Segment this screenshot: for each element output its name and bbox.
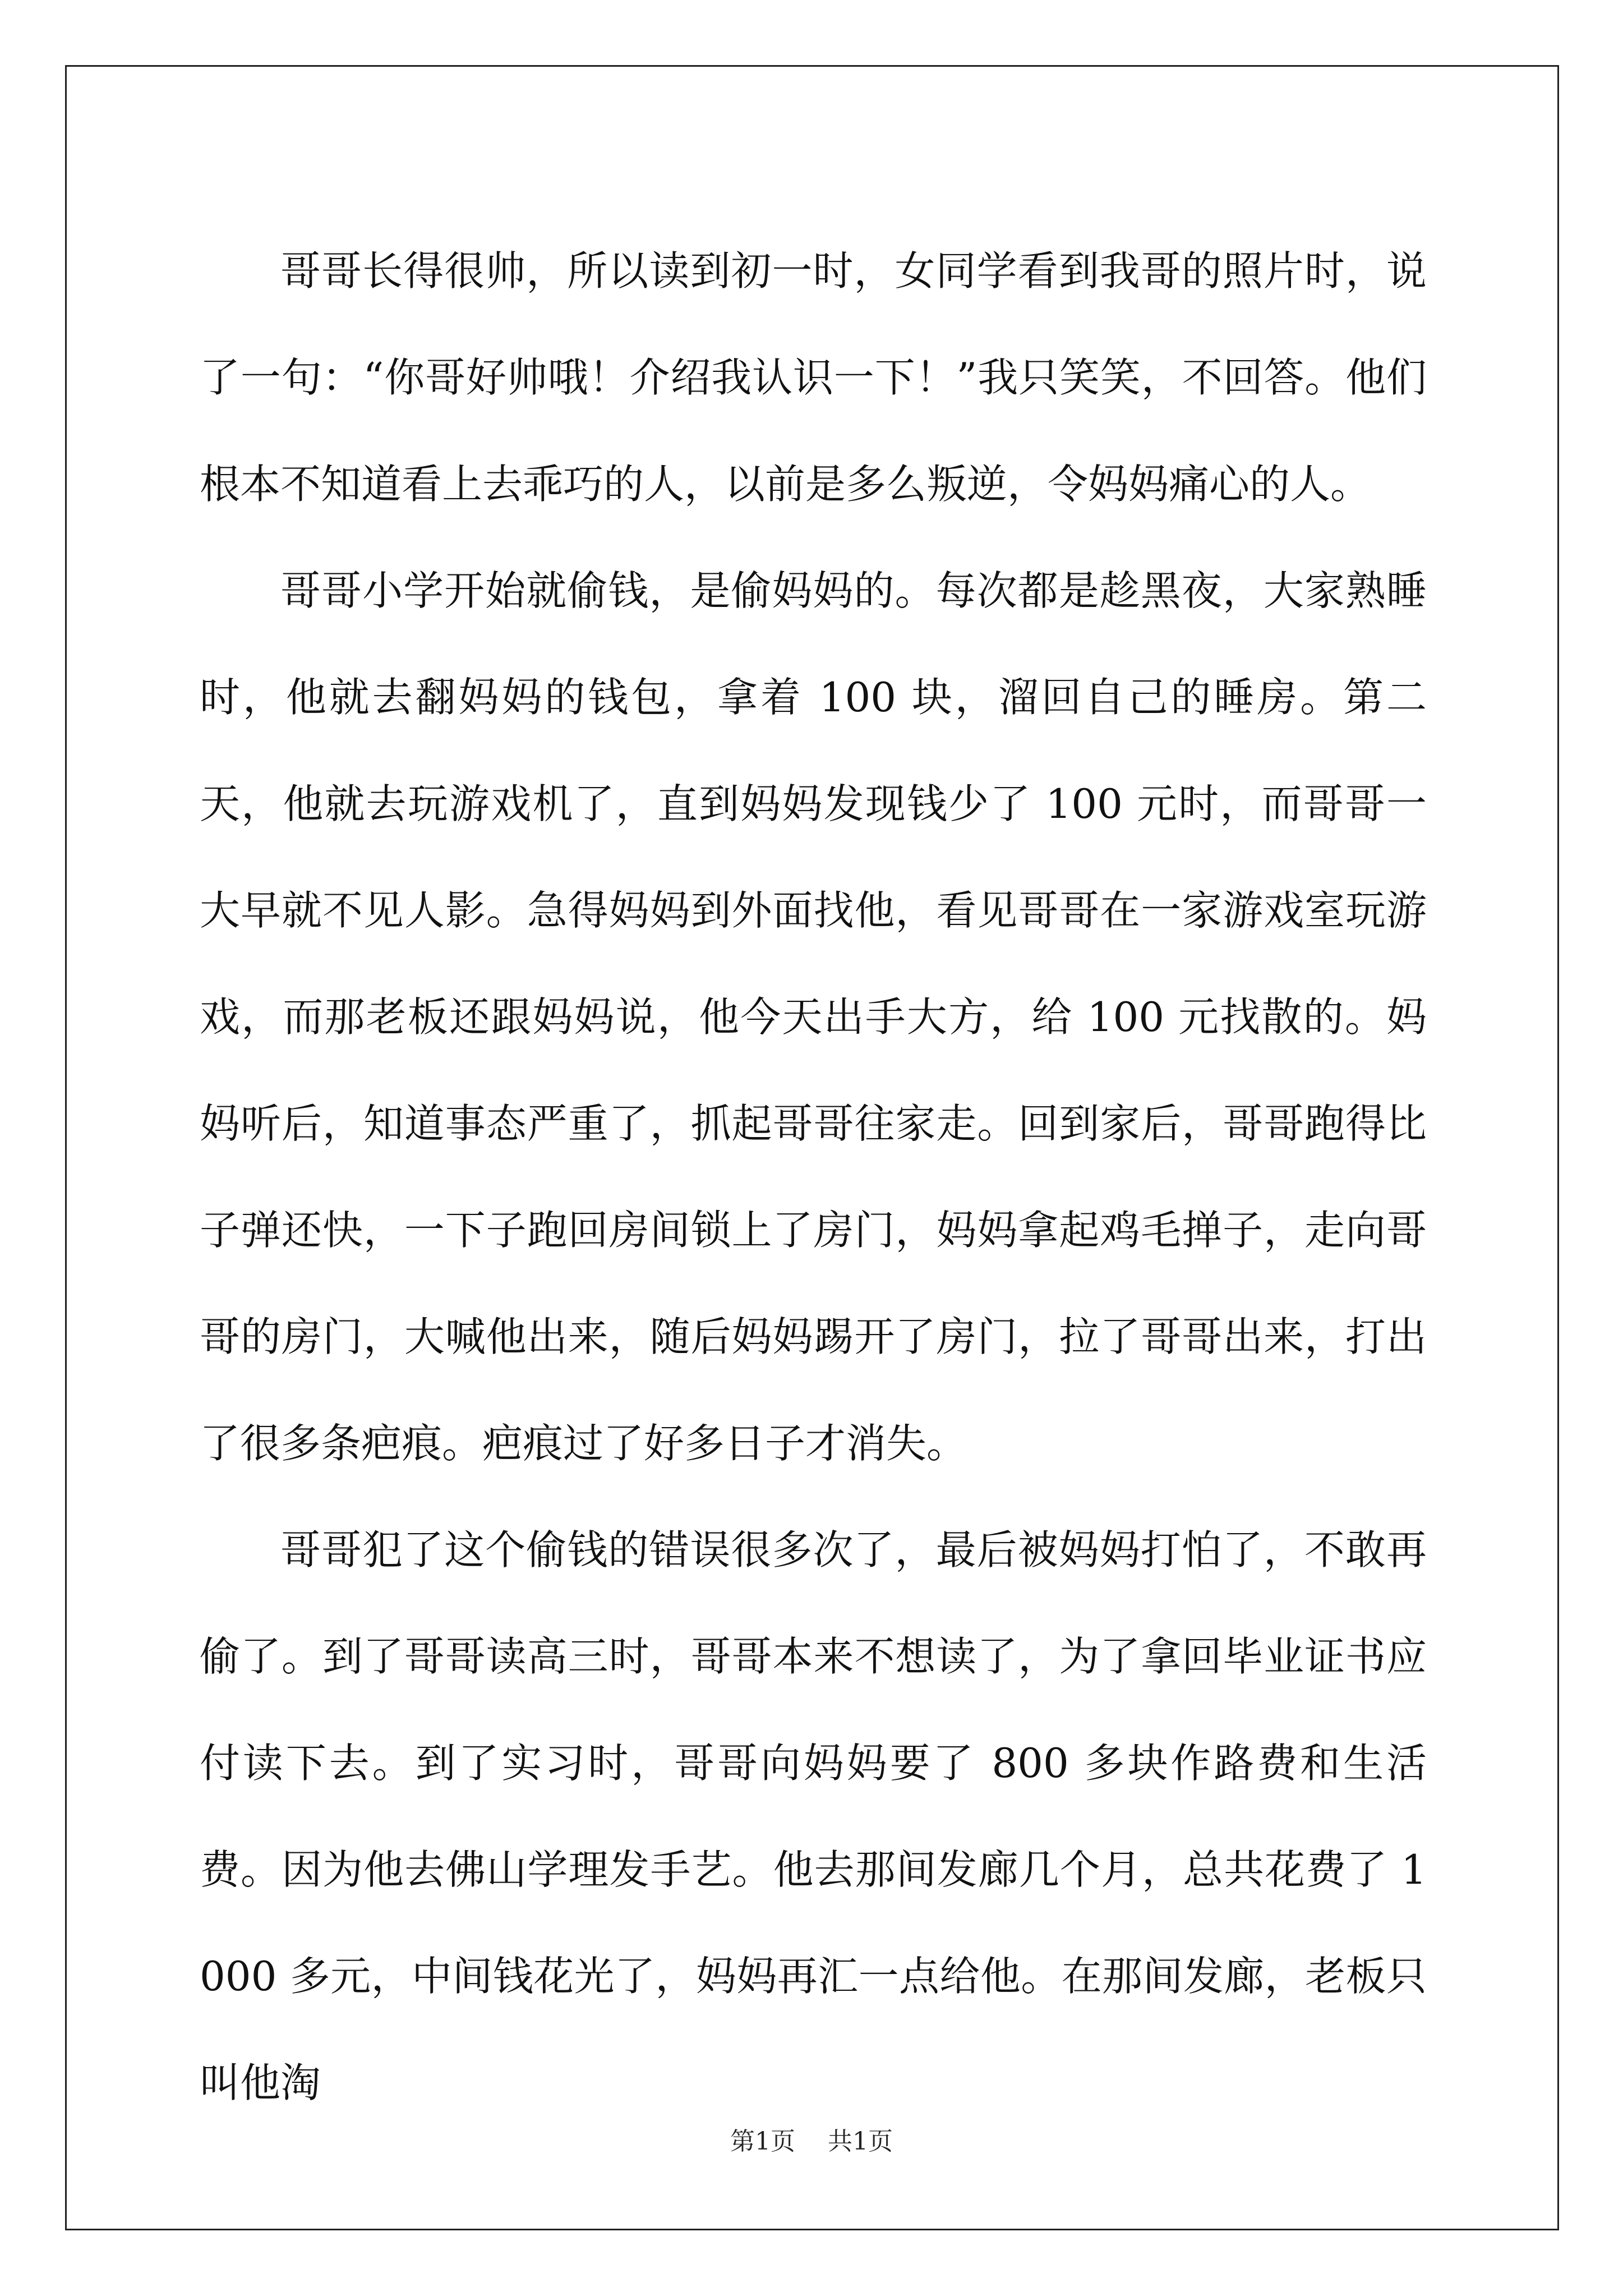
page-number-current: 第1页 [730,2127,795,2156]
page-number-total: 共1页 [828,2127,893,2156]
paragraph-2: 哥哥小学开始就偷钱，是偷妈妈的。每次都是趁黑夜，大家熟睡时，他就去翻妈妈的钱包，拿着 100 块，溜回自己的睡房。第二天，他就去玩游戏机了，直到妈妈发现钱少了 100 元时，而哥哥一大早就不见人影。急得妈妈到外面找他，看见哥哥在一家游戏室玩游戏，而那老板还跟妈妈说，他今天出手大方，给 100 元找散的。妈妈听后，知道事态严重了，抓起哥哥往家走。回到家后，哥哥跑得比子弹还快，一下子跑回房间锁上了房门，妈妈拿起鸡毛掸子，走向哥哥的房门，大喊他出来，随后妈妈踢开了房门，拉了哥哥出来，打出了很多条疤痕。疤痕过了好多日子才消失。 [200,567,1427,1467]
paragraph-3: 哥哥犯了这个偷钱的错误很多次了，最后被妈妈打怕了，不敢再偷了。到了哥哥读高三时，哥哥本来不想读了，为了拿回毕业证书应付读下去。到了实习时，哥哥向妈妈要了 800 多块作路费和生活费。因为他去佛山学理发手艺。他去那间发廊几个月，总共花费了 1000 多元，中间钱花光了，妈妈再汇一点给他。在那间发廊，老板只叫他淘 [200,1526,1427,2106]
page-footer [0,2125,1623,2159]
document-body [200,218,1427,2136]
paragraph-1: 哥哥长得很帅，所以读到初一时，女同学看到我哥的照片时，说了一句：“你哥好帅哦！介绍我认识一下！”我只笑笑，不回答。他们根本不知道看上去乖巧的人，以前是多么叛逆，令妈妈痛心的人。 [200,247,1427,508]
